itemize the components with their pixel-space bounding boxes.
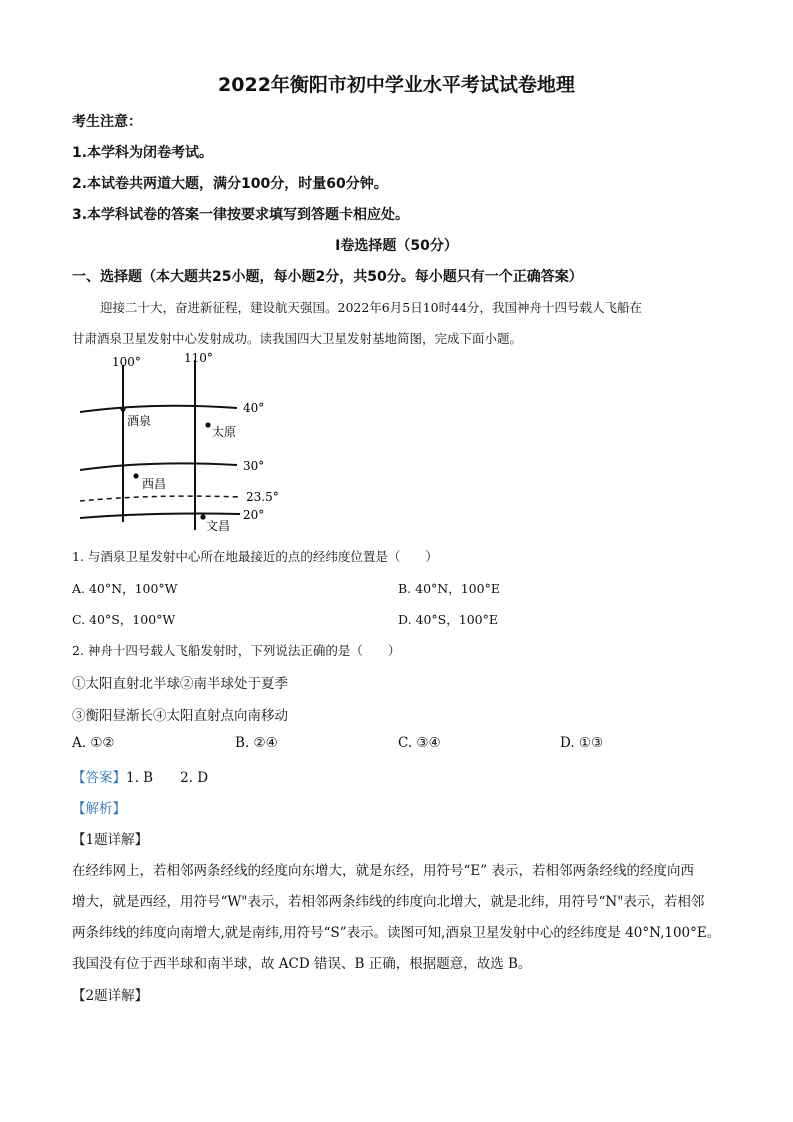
option: C. 40°S，100°W: [72, 612, 176, 627]
intro-line: 迎接二十大，奋进新征程，建设航天强国。2022年6月5日10时44分，我国神舟十四号载人飞船在: [100, 300, 643, 315]
option: A. ①②: [72, 735, 115, 751]
option: C. ③④: [398, 735, 441, 751]
answer-text: 1. B 2. D: [126, 770, 209, 786]
section-title: Ⅰ卷选择题（50分）: [335, 238, 458, 254]
parallel-40: [80, 406, 237, 412]
site-label: 太原: [212, 425, 237, 439]
detail-line: 我国没有位于西半球和南半球，故 ACD 错误、B 正确，根据题意，故选 B。: [72, 956, 532, 972]
parallel-20: [80, 514, 240, 519]
notice-heading: 考生注意：: [72, 114, 142, 130]
option: B. ②④: [235, 735, 278, 751]
option: D. ①③: [560, 735, 604, 751]
page-title: 2022年衡阳市初中学业水平考试试卷地理: [218, 74, 575, 96]
answer-tag: 【答案】: [72, 770, 126, 786]
option: A. 40°N，100°W: [72, 581, 178, 596]
statement-line: ③衡阳昼渐长④太阳直射点向南移动: [72, 708, 288, 724]
analysis-tag: 【解析】: [72, 801, 126, 817]
site-dot: [120, 406, 125, 411]
site-dot: [133, 473, 138, 478]
intro-line: 甘肃酒泉卫星发射中心发射成功。读我国四大卫星发射基地简图，完成下面小题。: [72, 331, 523, 346]
option: B. 40°N，100°E: [398, 581, 500, 596]
notice-item: 2.本试卷共两道大题，满分100分，时量60分钟。: [72, 176, 388, 192]
site-label: 酒泉: [127, 414, 152, 428]
lat-label: 23.5°: [246, 490, 279, 504]
lat-label: 30°: [243, 459, 265, 473]
launch-base-map: [72, 350, 282, 535]
detail-line: 增大，就是西经，用符号“W"表示，若相邻两条纬线的纬度向北增大，就是北纬，用符号“N"表示，若相邻: [72, 894, 705, 910]
detail-line: 两条纬线的纬度向南增大,就是南纬,用符号“S”表示。读图可知,酒泉卫星发射中心的经纬度是 40°N,100°E。: [72, 925, 721, 941]
site-dot: [200, 514, 205, 519]
statement-line: ①太阳直射北半球②南半球处于夏季: [72, 676, 288, 692]
parallel-30: [80, 463, 237, 470]
question-stem: 1. 与酒泉卫星发射中心所在地最接近的点的经纬度位置是（ ）: [72, 549, 438, 564]
notice-item: 3.本学科试卷的答案一律按要求填写到答题卡相应处。: [72, 207, 410, 223]
parallel-23-5: [80, 496, 240, 501]
site-label: 文昌: [206, 519, 231, 533]
part-heading: 一、选择题（本大题共25小题，每小题2分，共50分。每小题只有一个正确答案）: [72, 269, 583, 285]
lat-label: 40°: [243, 401, 265, 415]
detail-heading: 【2题详解】: [72, 988, 149, 1004]
notice-item: 1.本学科为闭卷考试。: [72, 145, 214, 161]
site-dot: [205, 422, 210, 427]
answer-row: [72, 766, 208, 786]
site-label: 西昌: [142, 477, 167, 491]
option: D. 40°S，100°E: [398, 612, 498, 627]
question-stem: 2. 神舟十四号载人飞船发射时，下列说法正确的是（ ）: [72, 643, 401, 658]
detail-heading: 【1题详解】: [72, 832, 149, 848]
detail-line: 在经纬网上，若相邻两条经线的经度向东增大，就是东经，用符号“E” 表示，若相邻两条经线的经度向西: [72, 863, 694, 879]
lat-label: 20°: [243, 508, 265, 522]
lon-label: 100°: [112, 355, 141, 369]
lon-label: 110°: [184, 351, 213, 365]
